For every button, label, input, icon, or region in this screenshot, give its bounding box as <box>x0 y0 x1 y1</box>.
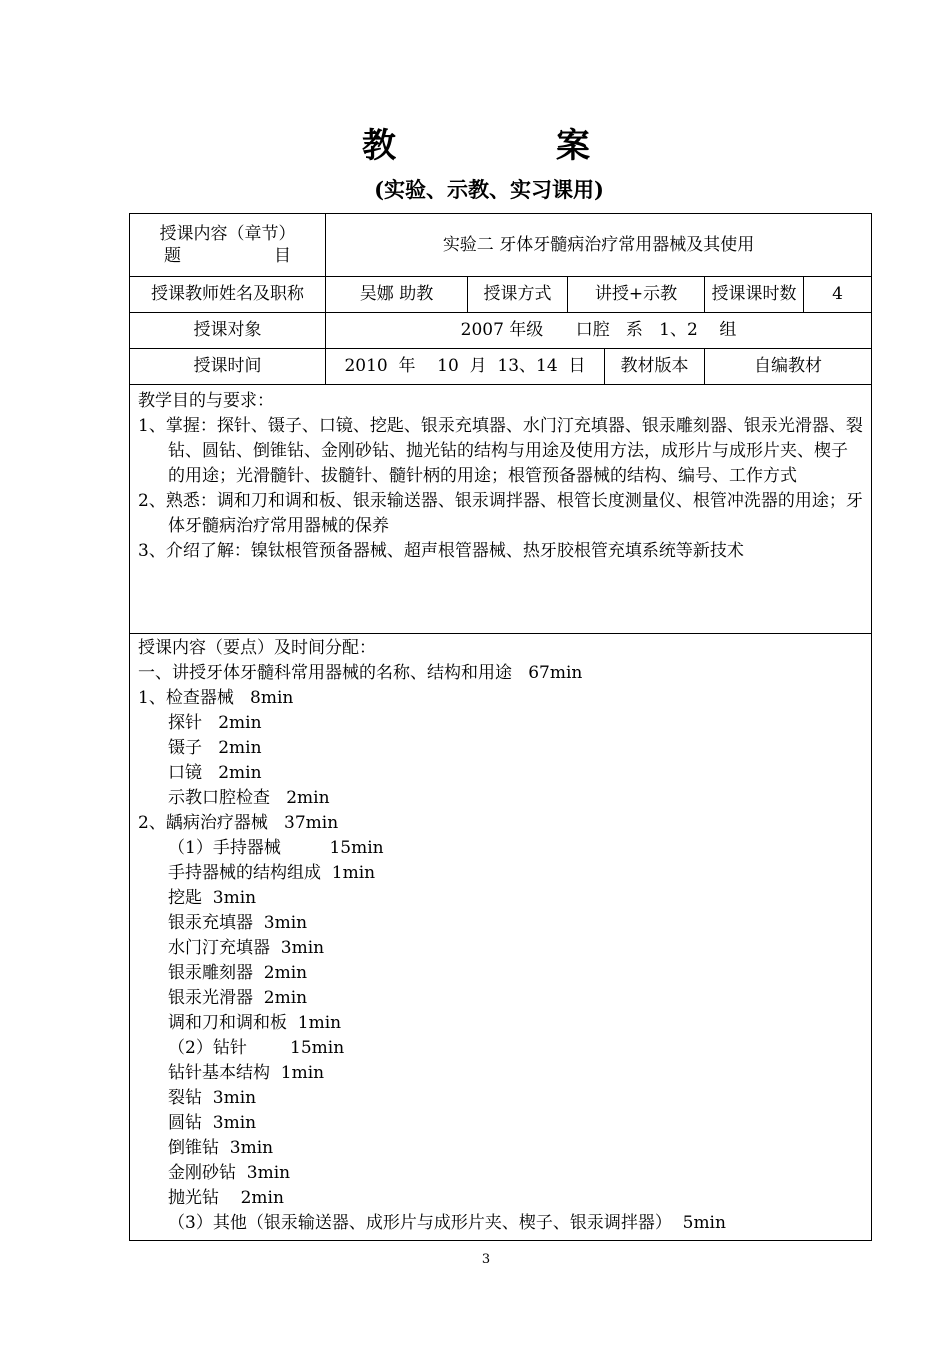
hours-value: 4 <box>804 277 872 313</box>
row-content <box>130 634 872 1241</box>
content-label-line1: 授课内容（章节） <box>159 223 296 244</box>
audience-label: 授课对象 <box>130 313 326 349</box>
objective-item-1: 1、掌握：探针、镊子、口镜、挖匙、银汞充填器、水门汀充填器、银汞雕刻器、银汞光滑器、裂钻、圆钻、倒锥钻、金刚砂钻、抛光钻的结构与用途及使用方法，成形片与成形片夹、楔子的用途；光滑髓针、拔髓针、髓针柄的用途；根管预备器械的结构、编号、工作方式 <box>138 416 863 486</box>
method-label: 授课方式 <box>468 277 568 313</box>
content-line: 探针 2min <box>168 713 262 733</box>
hours-label: 授课课时数 <box>705 277 804 313</box>
content-line: 金刚砂钻 3min <box>168 1163 291 1183</box>
row-objectives <box>130 385 872 634</box>
content-line: 圆钻 3min <box>168 1113 257 1133</box>
content-line: 银汞光滑器 2min <box>168 988 308 1008</box>
time-value: 2010 年 10 月 13、14 日 <box>326 349 605 385</box>
content-label-cell <box>130 214 326 277</box>
row-teacher <box>130 277 872 313</box>
content-line: （1）手持器械 15min <box>168 838 384 858</box>
objectives-cell <box>130 385 872 634</box>
content-line: 倒锥钻 3min <box>168 1138 274 1158</box>
content-line: 银汞雕刻器 2min <box>168 963 308 983</box>
teacher-label: 授课教师姓名及职称 <box>130 277 326 313</box>
document-title <box>0 118 952 167</box>
title-char-2: 案 <box>556 126 590 166</box>
content-label-line2 <box>130 245 325 267</box>
teacher-value: 吴娜 助教 <box>326 277 468 313</box>
content-lines <box>138 661 863 1236</box>
page-number: 3 <box>481 1252 491 1267</box>
content-line: 口镜 2min <box>168 763 262 783</box>
content-line: 1、检查器械 8min <box>138 688 294 708</box>
content-line: 水门汀充填器 3min <box>168 938 325 958</box>
content-line: （3）其他（银汞输送器、成形片与成形片夹、楔子、银汞调拌器） 5min <box>168 1213 726 1233</box>
time-label: 授课时间 <box>130 349 326 385</box>
content-line: 裂钻 3min <box>168 1088 257 1108</box>
row-audience <box>130 313 872 349</box>
method-value: 讲授+示教 <box>568 277 705 313</box>
textbook-value: 自编教材 <box>705 349 872 385</box>
objectives-heading: 教学目的与要求： <box>138 391 274 411</box>
content-line: 挖匙 3min <box>168 888 257 908</box>
content-label-char-b: 目 <box>274 246 291 266</box>
content-line: 调和刀和调和板 1min <box>168 1013 342 1033</box>
content-line: 银汞充填器 3min <box>168 913 308 933</box>
audience-value: 2007 年级 口腔 系 1、2 组 <box>326 313 872 349</box>
textbook-label: 教材版本 <box>605 349 705 385</box>
content-line: 2、龋病治疗器械 37min <box>138 813 339 833</box>
content-value-cell: 实验二 牙体牙髓病治疗常用器械及其使用 <box>326 214 872 277</box>
content-line: 示教口腔检查 2min <box>168 788 330 808</box>
row-content-title <box>130 214 872 277</box>
content-line: 一、讲授牙体牙髓科常用器械的名称、结构和用途 67min <box>138 663 583 683</box>
objective-item-3: 3、介绍了解：镍钛根管预备器械、超声根管器械、热牙胶根管充填系统等新技术 <box>138 541 744 561</box>
title-char-1: 教 <box>362 126 396 166</box>
content-line: （2）钻针 15min <box>168 1038 345 1058</box>
objective-item-2: 2、熟悉：调和刀和调和板、银汞输送器、银汞调拌器、根管长度测量仪、根管冲洗器的用途；牙体牙髓病治疗常用器械的保养 <box>138 491 863 536</box>
content-line: 抛光钻 2min <box>168 1188 284 1208</box>
content-line: 钻针基本结构 1min <box>168 1063 325 1083</box>
lesson-plan-table <box>129 213 872 1241</box>
content-label-char-a: 题 <box>164 246 181 266</box>
content-line: 手持器械的结构组成 1min <box>168 863 376 883</box>
row-time <box>130 349 872 385</box>
content-line: 镊子 2min <box>168 738 262 758</box>
content-heading: 授课内容（要点）及时间分配： <box>138 638 376 658</box>
content-cell <box>130 634 872 1241</box>
document-subtitle: (实验、示教、实习课用) <box>374 177 604 202</box>
